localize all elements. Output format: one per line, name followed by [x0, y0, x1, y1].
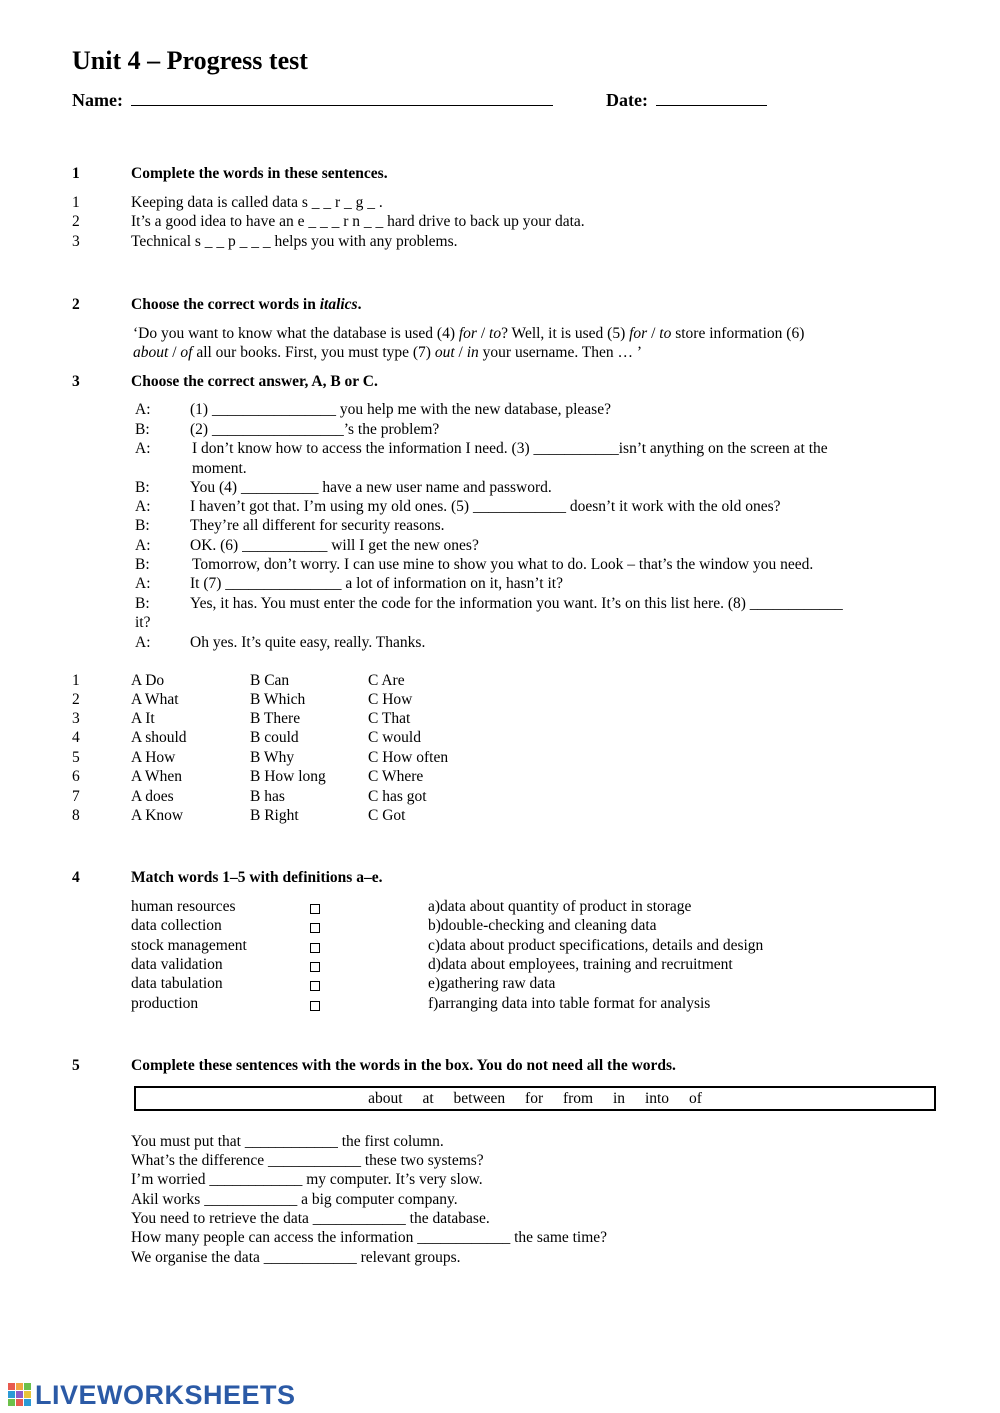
option-c[interactable]: C would	[368, 729, 421, 746]
match-definition: c)data about product specifications, details and design	[428, 937, 764, 954]
dialogue-line[interactable]: I haven’t got that. I’m using my old ones. (5) ____________ doesn’t it work with the old ones?	[190, 498, 781, 515]
choice-option[interactable]: to	[489, 325, 502, 342]
option-a[interactable]: A When	[131, 768, 182, 785]
option-c[interactable]: C Got	[368, 807, 406, 824]
option-b[interactable]: B There	[250, 710, 301, 727]
match-definition: a)data about quantity of product in storage	[428, 898, 692, 915]
option-b[interactable]: B Can	[250, 672, 290, 689]
section-3-number: 3	[72, 373, 80, 390]
gap-fill-sentence[interactable]: Akil works ____________ a big computer company.	[131, 1191, 458, 1208]
section-2-instruction: Choose the correct words in italics.	[131, 296, 362, 313]
section-2-number: 2	[72, 296, 80, 313]
dialogue-line: it?	[135, 614, 151, 631]
box-word: for	[525, 1090, 544, 1107]
option-number: 3	[72, 710, 80, 727]
item-number: 3	[72, 233, 80, 250]
option-number: 8	[72, 807, 80, 824]
gap-fill-sentence[interactable]: What’s the difference ____________ these two systems?	[131, 1152, 484, 1169]
dialogue-speaker: B:	[135, 479, 150, 496]
option-b[interactable]: B How long	[250, 768, 326, 785]
dialogue-line: Oh yes. It’s quite easy, really. Thanks.	[190, 634, 426, 651]
dialogue-line[interactable]: You (4) __________ have a new user name and password.	[190, 479, 552, 496]
option-number: 2	[72, 691, 80, 708]
choice-option[interactable]: of	[180, 344, 193, 361]
gap-fill-sentence[interactable]: We organise the data ____________ relevant groups.	[131, 1249, 461, 1266]
section-1-instruction: Complete the words in these sentences.	[131, 165, 388, 182]
box-word: at	[422, 1090, 434, 1107]
option-c[interactable]: C That	[368, 710, 411, 727]
option-c[interactable]: C Are	[368, 672, 405, 689]
option-number: 5	[72, 749, 80, 766]
dialogue-speaker: B:	[135, 595, 150, 612]
section-1-number: 1	[72, 165, 80, 182]
page-title: Unit 4 – Progress test	[72, 46, 308, 75]
name-label: Name:	[72, 90, 123, 110]
choice-option[interactable]: about	[133, 344, 169, 361]
dialogue-speaker: A:	[135, 401, 151, 418]
date-row	[606, 89, 767, 111]
liveworksheets-grid-icon	[8, 1383, 32, 1407]
dialogue-speaker: A:	[135, 634, 151, 651]
dialogue-line[interactable]: Yes, it has. You must enter the code for the information you want. It’s on this list here. (8) ____________	[190, 595, 843, 612]
option-b[interactable]: B Right	[250, 807, 299, 824]
option-number: 7	[72, 788, 80, 805]
option-c[interactable]: C How often	[368, 749, 449, 766]
dialogue-speaker: A:	[135, 498, 151, 515]
item-number: 2	[72, 213, 80, 230]
section-3-instruction: Choose the correct answer, A, B or C.	[131, 373, 378, 390]
dialogue-line[interactable]: OK. (6) ___________ will I get the new ones?	[190, 537, 479, 554]
choice-option[interactable]: for	[629, 325, 648, 342]
checkbox[interactable]	[310, 901, 320, 919]
gap-fill-sentence[interactable]: Keeping data is called data s _ _ r _ g _ .	[131, 194, 383, 211]
box-word: about	[368, 1090, 403, 1107]
box-word: from	[562, 1090, 594, 1107]
choice-option[interactable]: to	[659, 325, 672, 342]
dialogue-speaker: A:	[135, 537, 151, 554]
section-5-instruction: Complete these sentences with the words in the box. You do not need all the words.	[131, 1057, 676, 1074]
option-c[interactable]: C How	[368, 691, 413, 708]
dialogue-speaker: B:	[135, 556, 150, 573]
option-b[interactable]: B has	[250, 788, 285, 805]
dialogue-line[interactable]: (1) ________________ you help me with the new database, please?	[190, 401, 611, 418]
option-c[interactable]: C Where	[368, 768, 424, 785]
match-word: data collection	[131, 917, 222, 934]
dialogue-speaker: A:	[135, 440, 151, 457]
checkbox[interactable]	[310, 920, 320, 938]
option-b[interactable]: B could	[250, 729, 299, 746]
match-word: stock management	[131, 937, 247, 954]
match-word: production	[131, 995, 199, 1012]
name-field[interactable]	[131, 89, 553, 106]
checkbox[interactable]	[310, 940, 320, 958]
option-a[interactable]: A How	[131, 749, 176, 766]
checkbox[interactable]	[310, 978, 320, 996]
section-5-number: 5	[72, 1057, 80, 1074]
dialogue-line[interactable]: It (7) _______________ a lot of information on it, hasn’t it?	[190, 575, 563, 592]
word-box	[134, 1086, 936, 1111]
option-a[interactable]: A It	[131, 710, 155, 727]
box-word: between	[453, 1090, 506, 1107]
choice-option[interactable]: in	[466, 344, 479, 361]
option-number: 4	[72, 729, 80, 746]
option-a[interactable]: A does	[131, 788, 174, 805]
checkbox[interactable]	[310, 959, 320, 977]
dialogue-speaker: B:	[135, 517, 150, 534]
section-4-instruction: Match words 1–5 with definitions a–e.	[131, 869, 383, 886]
match-definition: e)gathering raw data	[428, 975, 556, 992]
gap-fill-sentence[interactable]: I’m worried ____________ my computer. It’s very slow.	[131, 1171, 483, 1188]
logo-text: LIVEWORKSHEETS	[35, 1379, 296, 1410]
dialogue-line: moment.	[192, 460, 247, 477]
choice-option[interactable]: for	[458, 325, 477, 342]
checkbox[interactable]	[310, 998, 320, 1016]
option-b[interactable]: B Why	[250, 749, 295, 766]
dialogue-speaker: B:	[135, 421, 150, 438]
choice-paragraph-line: ‘Do you want to know what the database is used (4) for / to? Well, it is used (5) for / to store information (6)	[133, 325, 805, 342]
match-word: data validation	[131, 956, 223, 973]
gap-fill-sentence[interactable]: You must put that ____________ the first column.	[131, 1133, 444, 1150]
option-a[interactable]: A should	[131, 729, 187, 746]
match-word: human resources	[131, 898, 236, 915]
section-4-number: 4	[72, 869, 80, 886]
dialogue-line[interactable]: I don’t know how to access the information I need. (3) ___________isn’t anything on the screen at the	[192, 440, 828, 457]
option-c[interactable]: C has got	[368, 788, 427, 805]
option-a[interactable]: A Do	[131, 672, 165, 689]
option-number: 6	[72, 768, 80, 785]
liveworksheets-logo[interactable]	[8, 1380, 296, 1410]
dialogue-line: They’re all different for security reasons.	[190, 517, 445, 534]
option-a[interactable]: A What	[131, 691, 179, 708]
box-word: into	[644, 1090, 670, 1107]
box-word: of	[688, 1090, 702, 1107]
match-word: data tabulation	[131, 975, 223, 992]
name-row	[72, 89, 553, 111]
dialogue-speaker: A:	[135, 575, 151, 592]
date-field[interactable]	[656, 89, 767, 106]
match-definition: d)data about employees, training and recruitment	[428, 956, 733, 973]
gap-fill-sentence[interactable]: Technical s _ _ p _ _ _ helps you with any problems.	[131, 233, 458, 250]
gap-fill-sentence[interactable]: It’s a good idea to have an e _ _ _ r n _ _ hard drive to back up your data.	[131, 213, 585, 230]
option-b[interactable]: B Which	[250, 691, 306, 708]
gap-fill-sentence[interactable]: How many people can access the information ____________ the same time?	[131, 1229, 608, 1246]
match-definition: f)arranging data into table format for analysis	[428, 995, 711, 1012]
dialogue-line[interactable]: (2) _________________’s the problem?	[190, 421, 440, 438]
match-definition: b)double-checking and cleaning data	[428, 917, 657, 934]
choice-paragraph-line: about / of all our books. First, you must type (7) out / in your username. Then … ’	[133, 344, 643, 361]
option-number: 1	[72, 672, 80, 689]
dialogue-line: Tomorrow, don’t worry. I can use mine to show you what to do. Look – that’s the window you need.	[192, 556, 814, 573]
choice-option[interactable]: out	[434, 344, 455, 361]
item-number: 1	[72, 194, 80, 211]
box-word: in	[613, 1090, 626, 1107]
gap-fill-sentence[interactable]: You need to retrieve the data ____________ the database.	[131, 1210, 490, 1227]
option-a[interactable]: A Know	[131, 807, 184, 824]
date-label: Date:	[606, 90, 648, 110]
